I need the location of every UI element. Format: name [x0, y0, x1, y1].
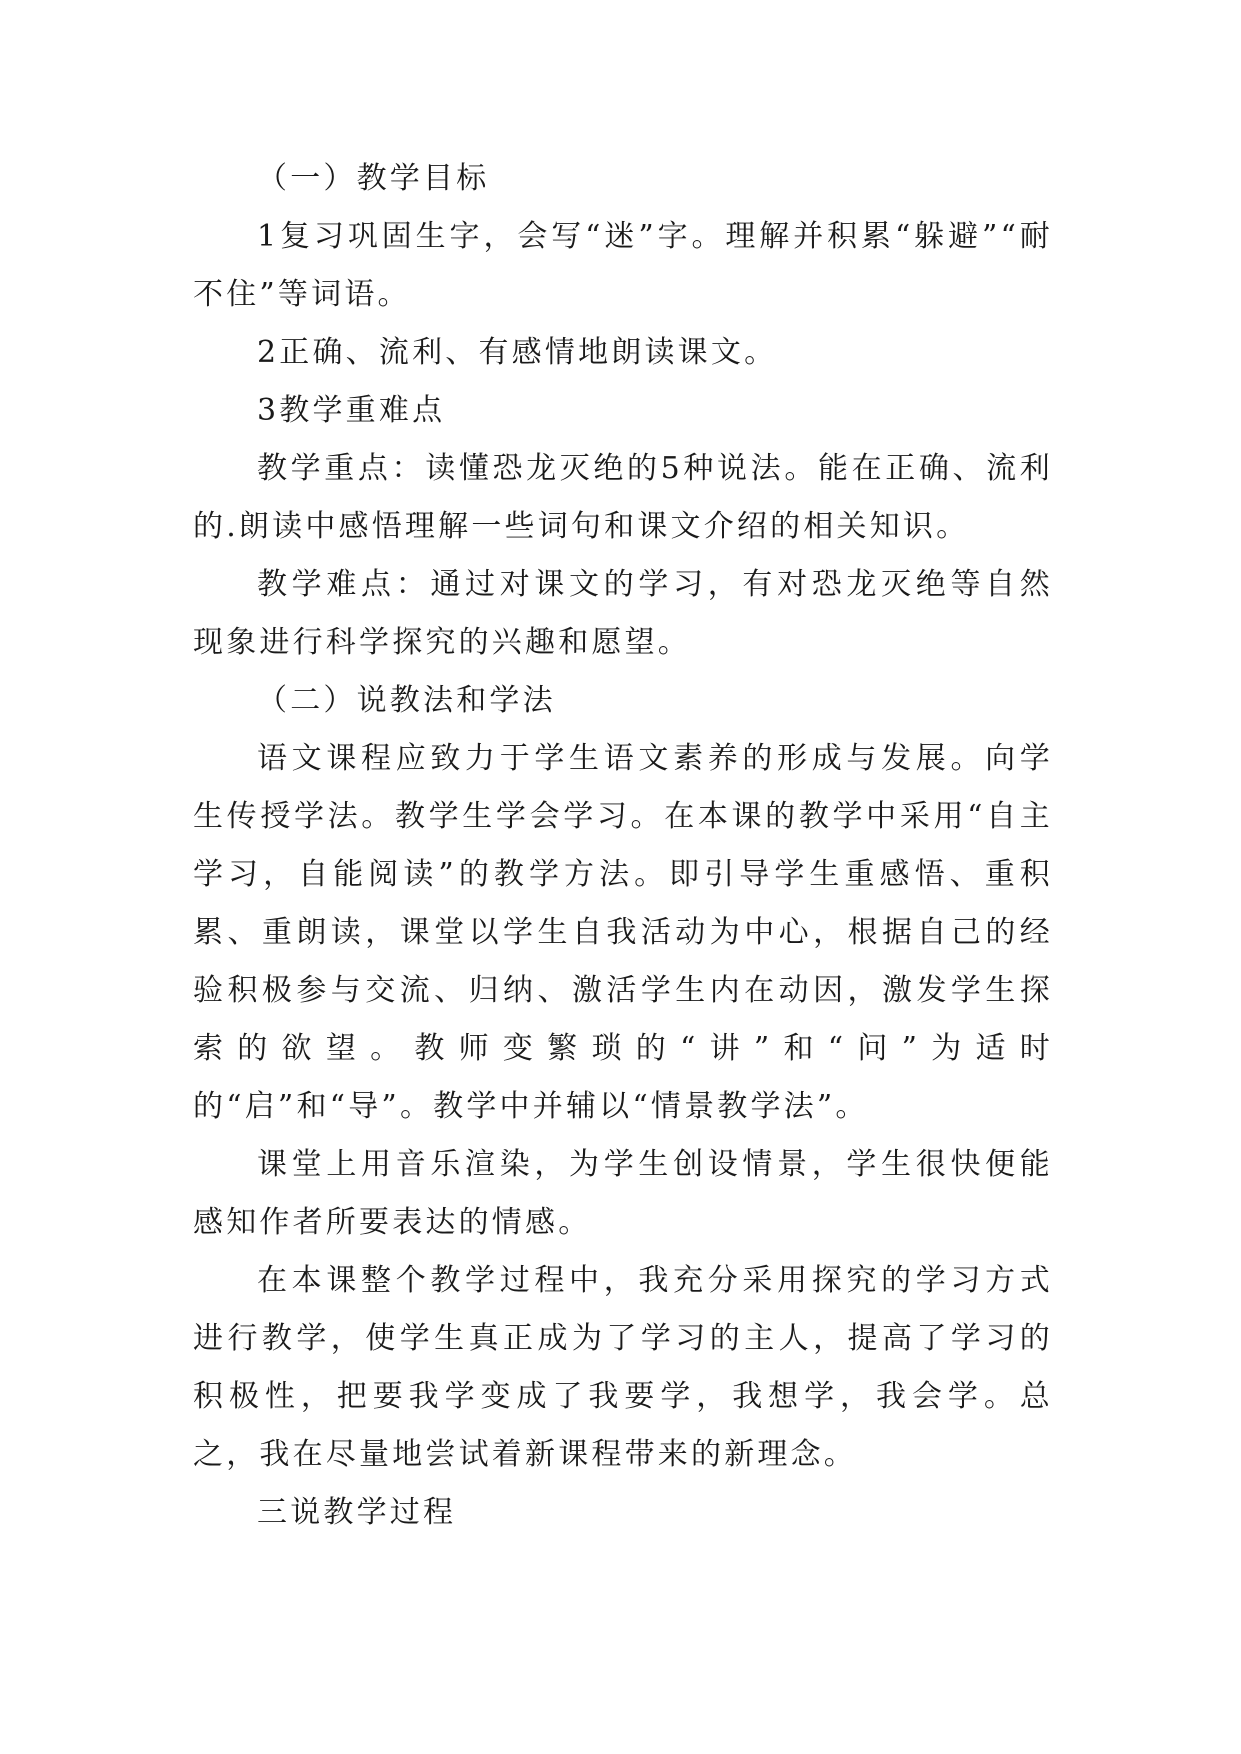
difficult-point-paragraph: 教学难点：通过对课文的学习，有对恐龙灭绝等自然现象进行科学探究的兴趣和愿望。 — [193, 567, 1053, 660]
section-heading-teaching-methods: （二）说教法和学法 — [257, 683, 556, 718]
methods-paragraph-3: 在本课整个教学过程中，我充分采用探究的学习方式进行教学，使学生真正成为了学习的主人，提高了学习的积极性，把要我学变成了我要学，我想学，我会学。总之，我在尽量地尝试着新课程带来的新理念。 — [193, 1263, 1053, 1472]
section-heading-teaching-process: 三说教学过程 — [257, 1495, 457, 1530]
document-page — [193, 150, 1053, 1542]
key-point-paragraph: 教学重点：读懂恐龙灭绝的5种说法。能在正确、流利的.朗读中感悟理解一些词句和课文介绍的相关知识。 — [193, 451, 1053, 544]
methods-paragraph-1: 语文课程应致力于学生语文素养的形成与发展。向学生传授学法。教学生学会学习。在本课的教学中采用“自主学习，自能阅读”的教学方法。即引导学生重感悟、重积累、重朗读，课堂以学生自我活动为中心，根据自己的经验积极参与交流、归纳、激活学生内在动因，激发学生探索的欲望。教师变繁琐的“讲”和“问”为适时的“启”和“导”。教学中并辅以“情景教学法”。 — [193, 741, 1053, 1124]
goal-3-paragraph: 3教学重难点 — [257, 393, 446, 428]
section-heading-teaching-goals: （一）教学目标 — [257, 161, 490, 196]
goal-1-paragraph: 1复习巩固生字，会写“迷”字。理解并积累“躲避”“耐不住”等词语。 — [193, 219, 1053, 312]
goal-2-paragraph: 2正确、流利、有感情地朗读课文。 — [257, 335, 778, 370]
methods-paragraph-2: 课堂上用音乐渲染，为学生创设情景，学生很快便能感知作者所要表达的情感。 — [193, 1147, 1053, 1240]
